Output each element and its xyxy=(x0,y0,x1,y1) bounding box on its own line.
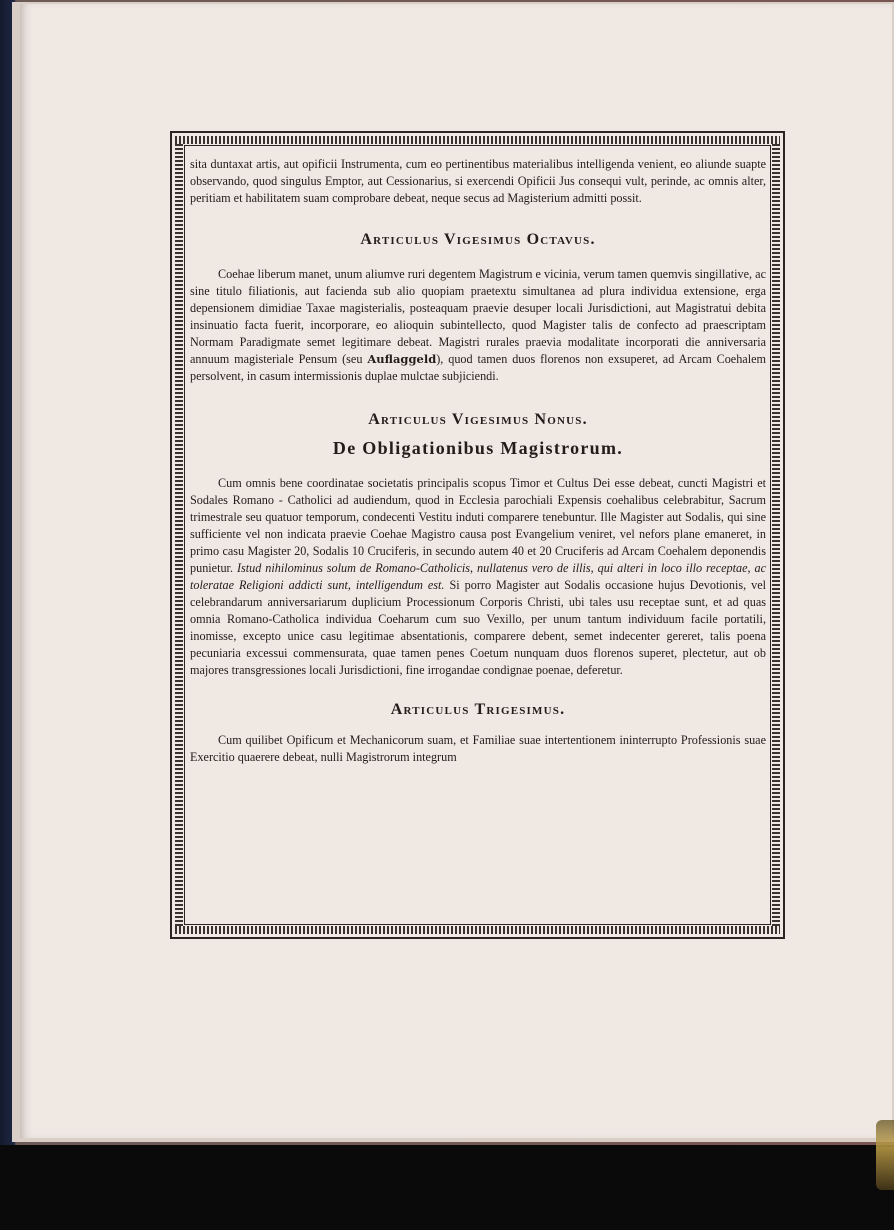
article-28-text-b: ), quod tamen duos florenos non exsuperet, ad Arcam Coehalem persolvent, in casum intermissionis duplae mulctae subjiciendi. xyxy=(190,352,766,383)
page-clip xyxy=(876,1120,894,1190)
article-30-heading: Articulus Trigesimus. xyxy=(390,701,566,718)
article-29-paragraph xyxy=(190,475,766,679)
article-28-heading: Articulus Vigesimus Octavus. xyxy=(360,231,596,248)
article-28-paragraph xyxy=(190,266,766,385)
article-28-text-a: Coehae liberum manet, unum aliumve ruri degentem Magistrum e vicinia, verum tamen quemvis singillative, ac sine titulo filiationis, aut facienda sub alio quopiam praetextu simultanea ad plura individua extensione, erga depensionem dimidiae Taxae magisterialis, posteaquam praevie desuper locali Jurisdictioni, aut Magistratui debita insinuatio facta fuerit, incorporare, eo alioquin subintellecto, quod Magister talis de confecto ad praescriptam Normam Paradigmate semet legitimare debeat. Magistri rurales praevia modalitate incorporati die anniversaria annuum magisteriale Pensum (seu xyxy=(190,267,766,366)
article-29-heading: Articulus Vigesimus Nonus. xyxy=(368,411,588,428)
article-29-text-a: Cum omnis bene coordinatae societatis principalis scopus Timor et Cultus Dei esse debeat, cuncti Magistri et Sodales Romano - Catholici ad audiendum, quod in Ecclesia parochiali Expensis coehalibus celebrabitur, Sacrum trimestrale seu quatuor temporum, condecenti Vestitu induti comparere tenebuntur. Ille Magister aut Sodalis, qui sine sufficiente vel non indicata praevie Coehae Magistro causa post Evangelium veniret, vel nefors plane emaneret, in primo casu Magister 20, Sodalis 10 Cruciferis, in secundo autem 40 et 20 Cruciferis ad Arcam Coehalem deponendis punietur. xyxy=(190,476,766,575)
article-29-text-b: Si porro Magister aut Sodalis occasione hujus Devotionis, vel celebrandarum anniversariarum duplicium Processionum Corporis Christi, ubi tales usu receptae sunt, et ad quas omnia Romano-Catholica individua Coeharum cum suo Vexillo, per unum tantum individuum facile portatili, inomisse, excepto unice casu legitimae absentationis, comparere debent, semet indecenter gereret, talis poena pecuniaria excessui commensurata, quae tamen penes Coetum nunquam duos florenos superet, plectetur, aut ob majores transgressiones locali Jurisdictioni, fine irrogandae condignae poenae, deferetur. xyxy=(190,578,766,677)
article-29-subheading: De Obligationibus Magistrorum. xyxy=(332,438,624,458)
page-text xyxy=(190,156,766,766)
article-30-paragraph: Cum quilibet Opificum et Mechanicorum suam, et Familiae suae intertentionem ininterrupto Professionis suae Exercitio quaerere debeat, nulli Magistrorum integrum xyxy=(190,733,766,764)
continued-paragraph: sita duntaxat artis, aut opificii Instrumenta, cum eo pertinentibus materialibus intelligenda venient, eo aliunde suapte observando, quod singulus Emptor, aut Cessionarius, si exercendi Opificii Jus consequi vult, perinde, ac omnis alter, peritiam et habilitatem suam comprobare debeat, neque secus ad Magisterium admitti possit. xyxy=(190,157,766,205)
article-29-italic-clause: Istud nihilominus solum de Romano-Catholicis, nullatenus vero de illis, qui alteri in loco illo receptae, ac toleratae Religioni addicti sunt, intelligendum est. xyxy=(190,561,766,592)
article-28-gothic-term: Auflaggeld xyxy=(367,352,437,366)
